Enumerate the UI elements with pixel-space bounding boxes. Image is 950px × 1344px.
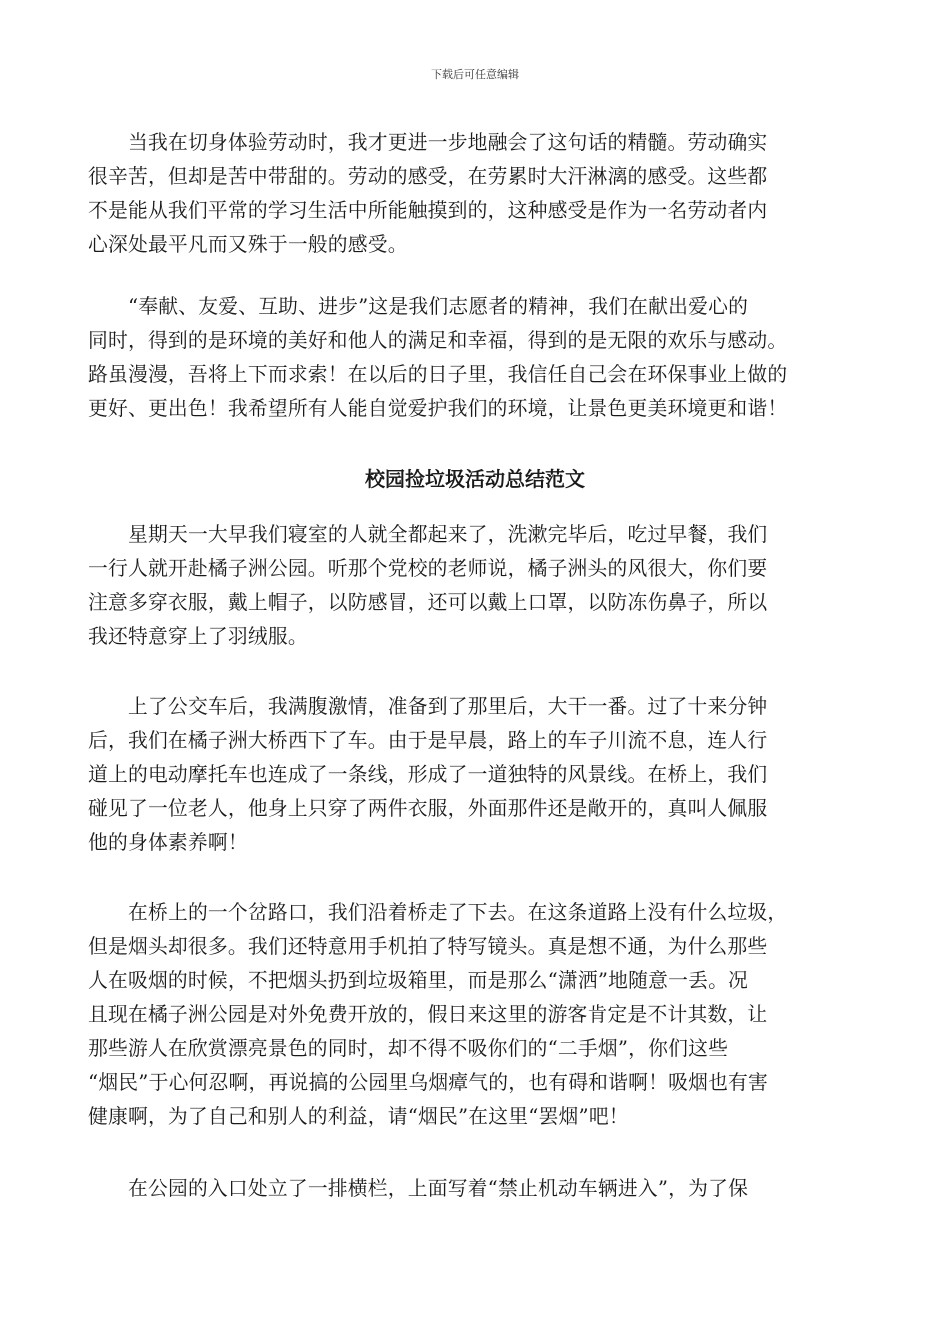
text-line: 路虽漫漫，吾将上下而求索！在以后的日子里，我信任自己会在环保事业上做的 [88,363,788,386]
text-line: 很辛苦，但却是苦中带甜的。劳动的感受，在劳累时大汗淋漓的感受。这些都 [88,165,768,188]
paragraph-cigarette-butts [88,896,858,1134]
text-line: 道上的电动摩托车也连成了一条线，形成了一道独特的风景线。在桥上，我们 [88,763,768,786]
text-line: “烟民”于心何忍啊，再说搞的公园里乌烟瘴气的，也有碍和谐啊！吸烟也有害 [88,1071,769,1094]
text-line: 人在吸烟的时候，不把烟头扔到垃圾箱里，而是那么“潇洒”地随意一丢。况 [88,969,749,992]
text-line: 当我在切身体验劳动时，我才更进一步地融会了这句话的精髓。劳动确实 [128,131,768,154]
paragraph-bus-ride [88,690,858,860]
paragraph-volunteer-spirit [88,290,858,426]
section-title: 校园捡垃圾活动总结范文 [365,467,585,491]
text-line: 心深处最平凡而又殊于一般的感受。 [88,233,408,256]
text-line: 且现在橘子洲公园是对外免费开放的，假日来这里的游客肯定是不计其数，让 [88,1003,768,1026]
text-line: 一行人就开赴橘子洲公园。听那个党校的老师说，橘子洲头的风很大，你们要 [88,557,768,580]
text-line: 健康啊，为了自己和别人的利益，请“烟民”在这里“罢烟”吧！ [88,1105,629,1128]
text-line: 上了公交车后，我满腹激情，准备到了那里后，大干一番。过了十来分钟 [128,695,768,718]
text-line: 碰见了一位老人，他身上只穿了两件衣服，外面那件还是敞开的，真叫人佩服 [88,797,768,820]
paragraph-labor-experience [88,126,858,262]
paragraph-park-entrance [88,1172,858,1206]
text-line: 在公园的入口处立了一排横栏，上面写着“禁止机动车辆进入”，为了保 [128,1177,749,1200]
paragraph-sunday-morning [88,518,858,654]
text-line: 不是能从我们平常的学习生活中所能触摸到的，这种感受是作为一名劳动者内 [88,199,768,222]
text-line: “奉献、友爱、互助、进步”这是我们志愿者的精神，我们在献出爱心的 [128,295,749,318]
header-note: 下载后可任意编辑 [431,68,519,81]
text-line: 那些游人在欣赏漂亮景色的同时，却不得不吸你们的“二手烟”，你们这些 [88,1037,729,1060]
text-line: 更好、更出色！我希望所有人能自觉爱护我们的环境，让景色更美环境更和谐！ [88,397,788,420]
text-line: 在桥上的一个岔路口，我们沿着桥走了下去。在这条道路上没有什么垃圾， [128,901,788,924]
text-line: 但是烟头却很多。我们还特意用手机拍了特写镜头。真是想不通，为什么那些 [88,935,768,958]
text-line: 同时，得到的是环境的美好和他人的满足和幸福，得到的是无限的欢乐与感动。 [88,329,788,352]
text-line: 注意多穿衣服，戴上帽子，以防感冒，还可以戴上口罩，以防冻伤鼻子，所以 [88,591,768,614]
text-line: 后，我们在橘子洲大桥西下了车。由于是早晨，路上的车子川流不息，连人行 [88,729,768,752]
text-line: 他的身体素养啊！ [88,831,248,854]
text-line: 星期天一大早我们寝室的人就全都起来了，洗漱完毕后，吃过早餐，我们 [128,523,768,546]
text-line: 我还特意穿上了羽绒服。 [88,625,308,648]
